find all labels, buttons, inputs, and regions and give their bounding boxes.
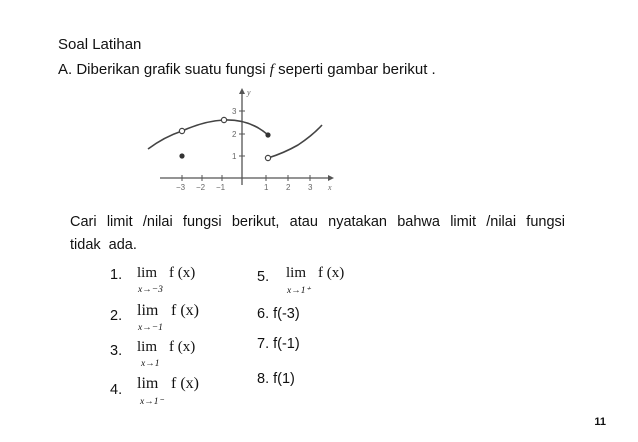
limit-subscript: x→−1 (138, 323, 163, 333)
function-expression: f (x) (171, 375, 199, 392)
x-tick-label: 2 (286, 183, 291, 192)
question-8: 8. f(1) (257, 371, 295, 387)
lim-symbol: lim (137, 302, 159, 319)
intro-text-after: seperti gambar berikut . (273, 61, 436, 78)
function-expression: f (x) (169, 339, 196, 355)
y-tick-label: 1 (232, 152, 237, 161)
question-7: 7. f(-1) (257, 336, 300, 352)
function-expression: f (x) (171, 302, 199, 319)
closed-dot (179, 153, 184, 158)
closed-dot (265, 132, 270, 137)
x-tick-label: −2 (196, 183, 206, 192)
lim-symbol: lim (137, 339, 158, 355)
question-number: 5. (257, 269, 270, 285)
instruction-text: Cari limit /nilai fungsi berikut, atau nyatakan bahwa limit /nilai fungsi tidak ada. (70, 214, 565, 253)
y-tick-label: 3 (232, 107, 237, 116)
y-tick-label: 2 (232, 130, 237, 139)
y-axis-label: y (247, 88, 251, 97)
question-number: 3. (110, 343, 123, 359)
section-heading: Soal Latihan (58, 36, 142, 53)
lim-symbol: lim (286, 265, 307, 281)
open-dot (265, 155, 270, 160)
function-expression: f (x) (169, 265, 196, 281)
lim-symbol: lim (137, 265, 158, 281)
lim-symbol: lim (137, 375, 159, 392)
question-number: 2. (110, 308, 123, 324)
x-axis-arrow (328, 175, 334, 181)
page-number: 11 (594, 416, 606, 428)
open-dot (221, 117, 226, 122)
x-tick-label: −3 (176, 183, 186, 192)
x-tick-label: 1 (264, 183, 269, 192)
question-number: 4. (110, 382, 123, 398)
x-tick-label: 3 (308, 183, 313, 192)
curve-right-segment (268, 125, 322, 158)
question-number: 1. (110, 267, 123, 283)
function-graph (138, 85, 338, 205)
open-dot (179, 128, 184, 133)
x-tick-label: −1 (216, 183, 226, 192)
y-axis-arrow (239, 88, 245, 94)
curve-left-segment (148, 131, 182, 149)
function-expression: f (x) (318, 265, 345, 281)
question-6: 6. f(-3) (257, 306, 300, 322)
limit-subscript: x→−3 (138, 285, 163, 295)
limit-subscript: x→1 (141, 359, 160, 369)
limit-subscript: x→1⁻ (140, 397, 164, 407)
limit-subscript: x→1⁺ (287, 286, 311, 296)
intro-text-before: A. Diberikan grafik suatu fungsi (58, 61, 270, 78)
problem-intro (58, 61, 436, 79)
function-name: f (269, 62, 274, 78)
x-axis-label: x (328, 183, 332, 192)
